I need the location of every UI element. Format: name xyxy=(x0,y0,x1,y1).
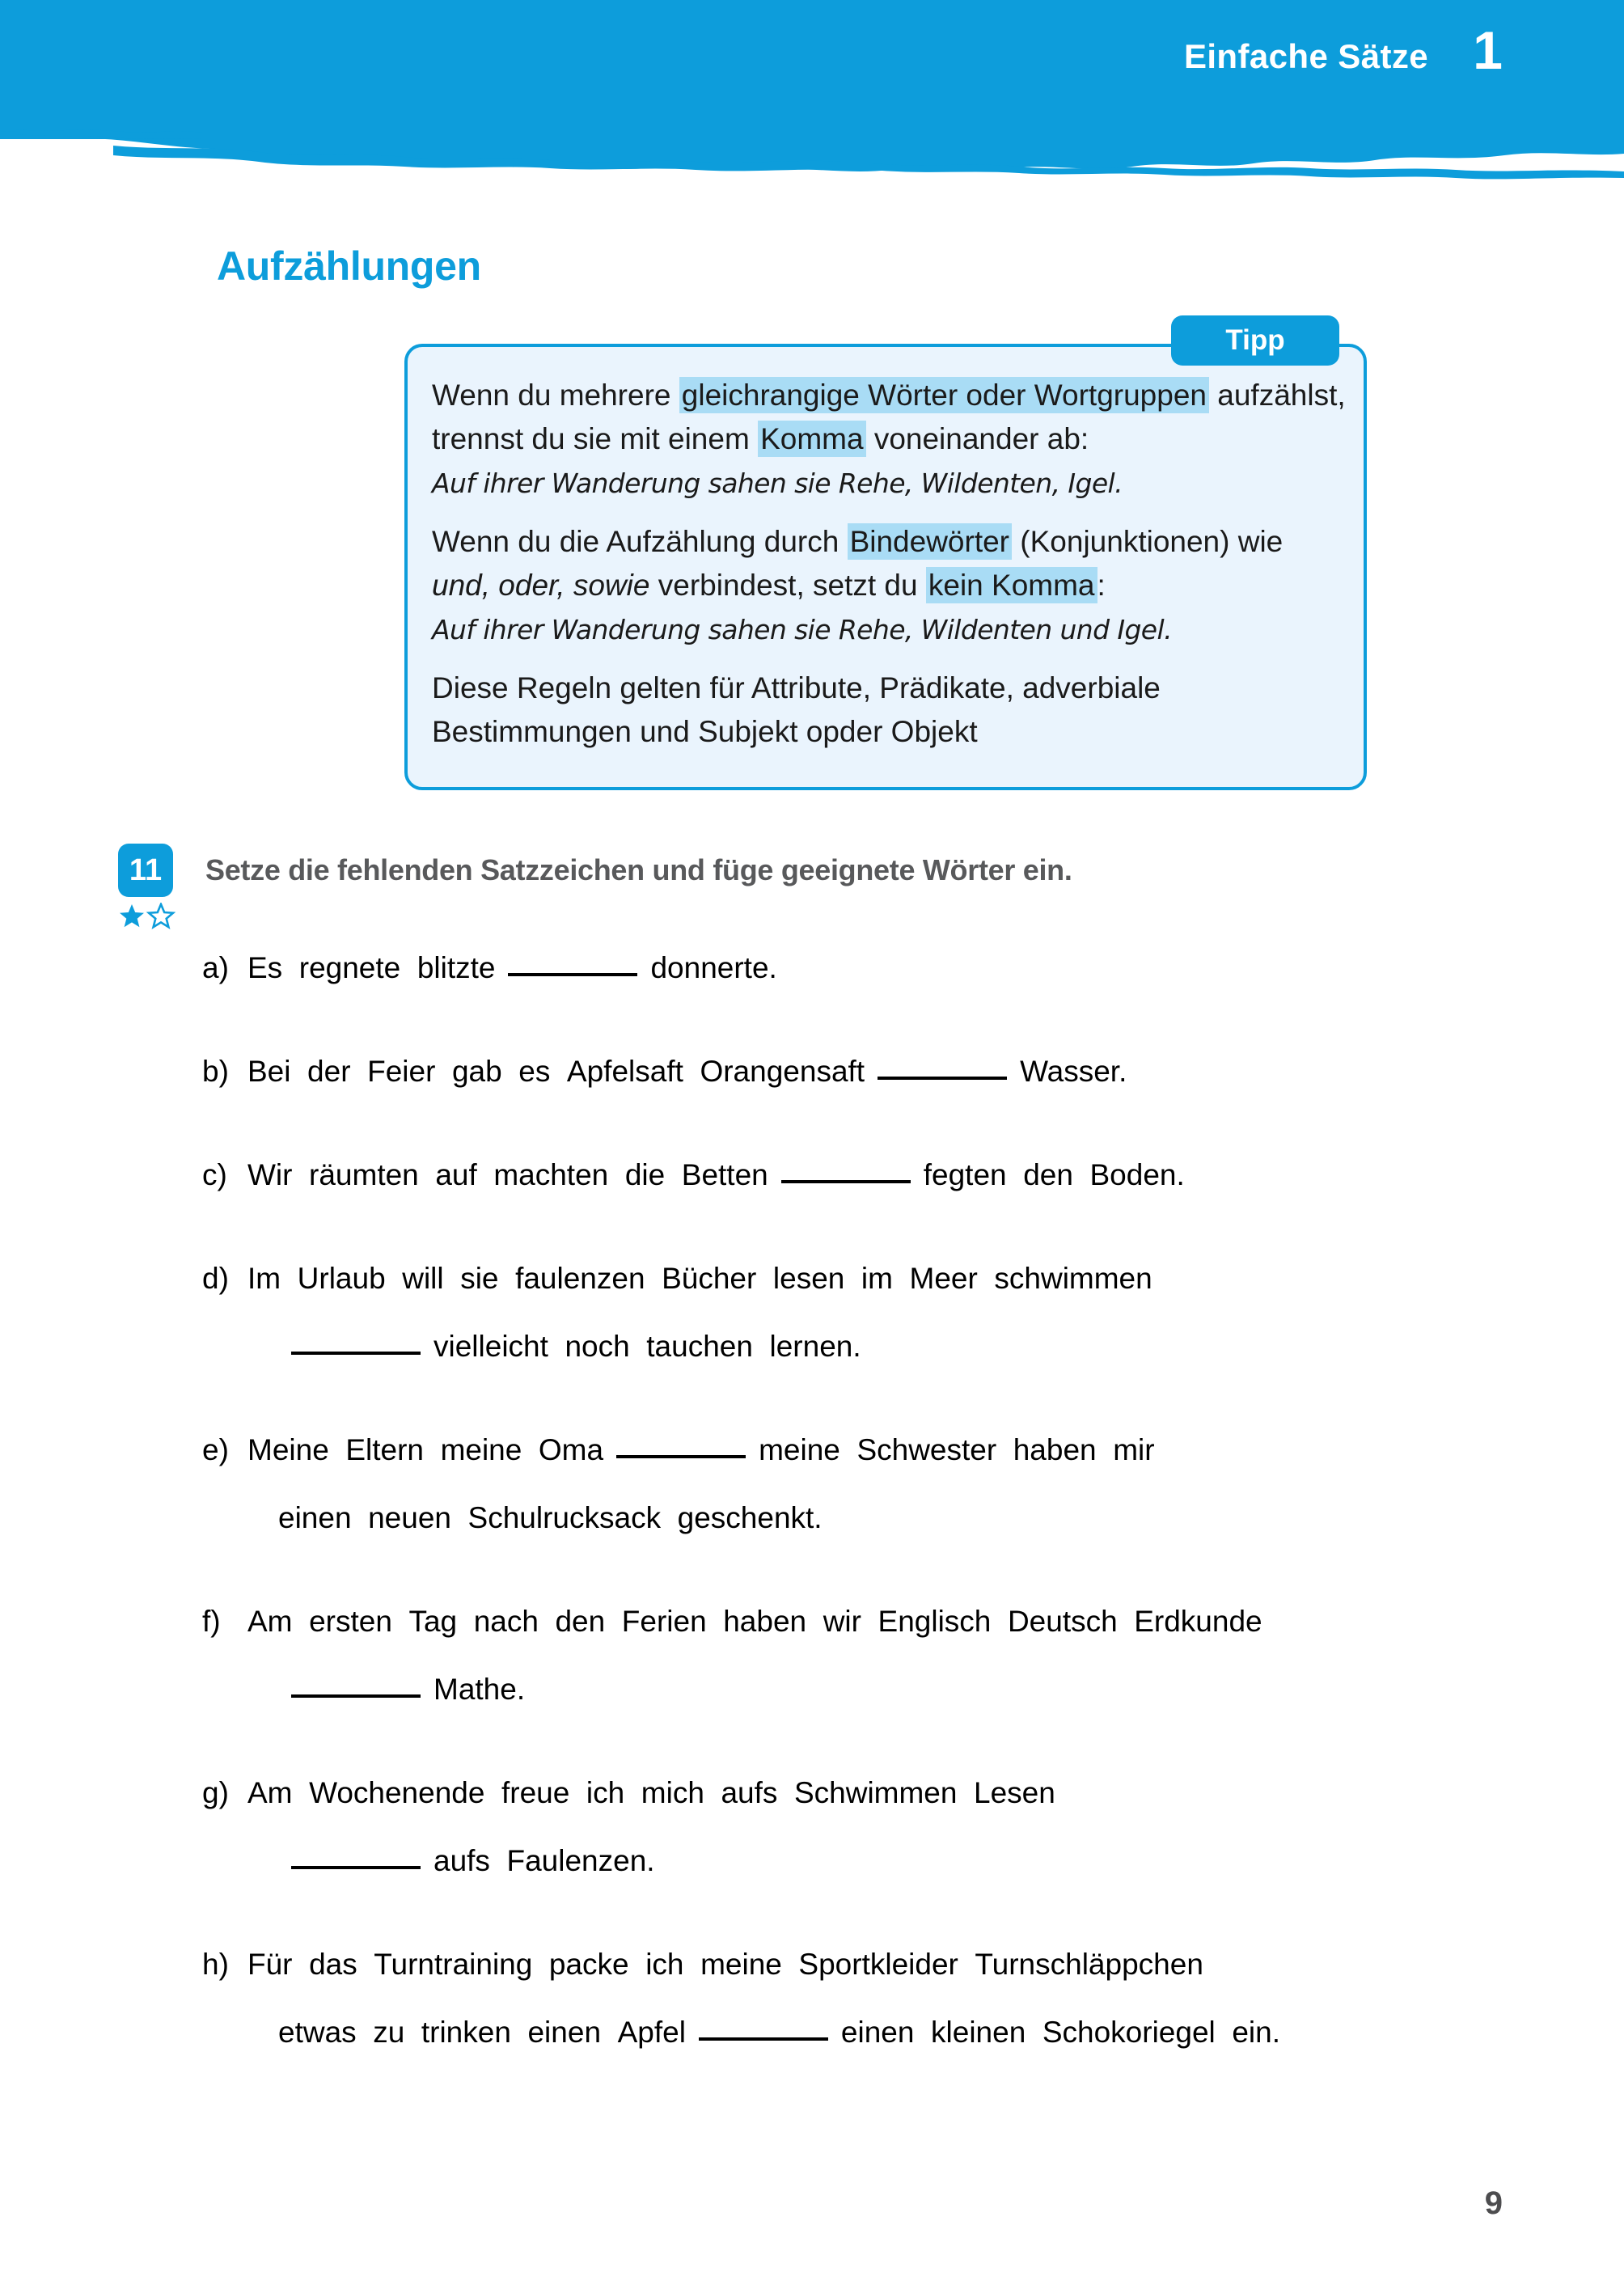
exercise-word: Bücher xyxy=(662,1262,757,1295)
exercise-item-line xyxy=(202,1931,1432,1999)
exercise-word: auf xyxy=(435,1158,477,1191)
exercise-item-text xyxy=(247,934,777,1002)
exercise-word: ich xyxy=(586,1776,625,1809)
exercise-item-text xyxy=(247,1588,1262,1656)
exercise-word: Deutsch xyxy=(1007,1605,1118,1638)
exercise-word: Meer xyxy=(909,1262,978,1295)
exercise-word: im xyxy=(861,1262,893,1295)
tip-text: Wenn du mehrere xyxy=(432,379,679,412)
exercise-item-line xyxy=(202,1416,1432,1484)
exercise-item-line xyxy=(202,1759,1432,1827)
exercise-word: Englisch xyxy=(878,1605,992,1638)
answer-blank[interactable] xyxy=(878,1047,1007,1080)
exercise-item-text xyxy=(247,1141,1185,1209)
exercise-word: geschenkt. xyxy=(677,1501,823,1534)
exercise-items-list xyxy=(202,934,1432,2102)
exercise-item-text xyxy=(278,1827,655,1895)
exercise-word: Tag xyxy=(408,1605,458,1638)
exercise-item-text xyxy=(247,1931,1203,1999)
exercise-word: Schokoriegel xyxy=(1042,2016,1216,2049)
exercise-word: Mathe. xyxy=(433,1673,526,1706)
exercise-item-line xyxy=(202,1656,1432,1724)
exercise-word: den xyxy=(1023,1158,1073,1191)
exercise-word: räumten xyxy=(309,1158,419,1191)
exercise-item xyxy=(202,1416,1432,1552)
exercise-word: Oma xyxy=(538,1433,604,1466)
exercise-item-label: a) xyxy=(202,951,229,984)
tip-badge: Tipp xyxy=(1171,315,1339,366)
exercise-word: Wir xyxy=(247,1158,293,1191)
exercise-word: einen xyxy=(840,2016,915,2049)
exercise-word: blitzte xyxy=(417,951,496,984)
highlighted-term: Komma xyxy=(758,421,865,457)
answer-blank[interactable] xyxy=(781,1151,911,1183)
exercise-word: Apfelsaft xyxy=(566,1055,683,1088)
exercise-word: Am xyxy=(247,1776,293,1809)
exercise-word: aufs xyxy=(721,1776,778,1809)
exercise-word: Urlaub xyxy=(297,1262,386,1295)
answer-blank[interactable] xyxy=(291,1837,421,1869)
exercise-item xyxy=(202,1588,1432,1724)
exercise-item xyxy=(202,1141,1432,1209)
tip-text: Wenn du die Aufzählung durch xyxy=(432,525,848,558)
exercise-item-text xyxy=(247,1759,1055,1827)
tip-example-sentence: Auf ihrer Wanderung sahen sie Rehe, Wildenten und Igel. xyxy=(432,614,1172,645)
exercise-item xyxy=(202,934,1432,1002)
exercise-word: meine xyxy=(440,1433,522,1466)
exercise-word: Bei xyxy=(247,1055,291,1088)
exercise-word: ich xyxy=(645,1948,684,1981)
exercise-word: Wochenende xyxy=(309,1776,485,1809)
exercise-word: Für xyxy=(247,1948,293,1981)
exercise-item xyxy=(202,1931,1432,2067)
exercise-word: Boden. xyxy=(1089,1158,1185,1191)
exercise-item-label: g) xyxy=(202,1776,229,1809)
tip-text: : xyxy=(1097,569,1106,602)
exercise-word: Feier xyxy=(367,1055,436,1088)
exercise-item-line xyxy=(202,1313,1432,1381)
exercise-item-label: h) xyxy=(202,1948,229,1981)
tip-box-content xyxy=(432,374,1346,754)
exercise-item-line xyxy=(202,1245,1432,1313)
exercise-word: nach xyxy=(473,1605,539,1638)
exercise-word: ersten xyxy=(309,1605,392,1638)
exercise-word: einen xyxy=(278,1501,352,1534)
exercise-word: die xyxy=(624,1158,666,1191)
exercise-item-line xyxy=(202,1999,1432,2067)
exercise-item-text xyxy=(278,1656,525,1724)
exercise-item-text xyxy=(278,1313,861,1381)
tip-text: aufzählst, trennst du sie mit einem xyxy=(432,379,1346,455)
exercise-item-line xyxy=(202,1038,1432,1106)
exercise-item xyxy=(202,1038,1432,1106)
exercise-word: tauchen xyxy=(646,1330,753,1363)
exercise-number-badge: 11 xyxy=(118,844,173,897)
exercise-word: Ferien xyxy=(621,1605,707,1638)
exercise-item xyxy=(202,1245,1432,1381)
page-header-title: Einfache Sätze xyxy=(1183,37,1428,75)
exercise-word: schwimmen xyxy=(994,1262,1152,1295)
exercise-word: Lesen xyxy=(974,1776,1055,1809)
exercise-item-text xyxy=(247,1245,1152,1313)
exercise-word: Im xyxy=(247,1262,281,1295)
exercise-word: regnete xyxy=(298,951,401,984)
exercise-word: lesen xyxy=(772,1262,845,1295)
exercise-word: fegten xyxy=(923,1158,1007,1191)
exercise-word: Wasser. xyxy=(1020,1055,1127,1088)
exercise-word: Sportkleider xyxy=(798,1948,958,1981)
section-title: Aufzählungen xyxy=(217,243,481,289)
exercise-word: noch xyxy=(565,1330,630,1363)
exercise-word: Schwimmen xyxy=(793,1776,958,1809)
exercise-word: packe xyxy=(548,1948,629,1981)
exercise-word: Schulrucksack xyxy=(467,1501,662,1534)
exercise-word: Es xyxy=(247,951,283,984)
exercise-word: mich xyxy=(641,1776,704,1809)
tip-text: voneinander ab: xyxy=(865,422,1089,455)
exercise-word: Schwester xyxy=(856,1433,997,1466)
tip-text: verbindest, setzt du xyxy=(649,569,926,602)
chapter-number: 1 xyxy=(1473,20,1503,80)
exercise-word: lernen. xyxy=(769,1330,861,1363)
exercise-item-line xyxy=(202,1827,1432,1895)
difficulty-stars xyxy=(119,903,176,930)
star-outline-icon xyxy=(149,904,173,927)
exercise-item-line xyxy=(202,1141,1432,1209)
exercise-word: trinken xyxy=(421,2016,511,2049)
exercise-word: vielleicht xyxy=(433,1330,548,1363)
exercise-word: haben xyxy=(723,1605,807,1638)
exercise-word: Am xyxy=(247,1605,293,1638)
answer-blank[interactable] xyxy=(508,944,637,976)
exercise-word: sie xyxy=(460,1262,499,1295)
exercise-word: es xyxy=(518,1055,551,1088)
answer-blank[interactable] xyxy=(699,2008,828,2041)
exercise-word: Betten xyxy=(681,1158,768,1191)
tip-paragraph xyxy=(432,666,1346,754)
exercise-item-label: e) xyxy=(202,1433,229,1466)
exercise-word: Eltern xyxy=(345,1433,424,1466)
exercise-item-line xyxy=(202,934,1432,1002)
exercise-word: einen xyxy=(527,2016,602,2049)
exercise-word: ein. xyxy=(1232,2016,1280,2049)
highlighted-term: kein Komma xyxy=(926,567,1097,603)
exercise-word: machten xyxy=(493,1158,609,1191)
star-filled-icon xyxy=(120,904,144,927)
exercise-word: meine xyxy=(759,1433,840,1466)
exercise-item-text xyxy=(247,1038,1127,1106)
exercise-word: wir xyxy=(823,1605,861,1638)
exercise-item-label: d) xyxy=(202,1262,229,1295)
exercise-item-text xyxy=(247,1416,1155,1484)
exercise-item-label: b) xyxy=(202,1055,229,1088)
exercise-word: haben xyxy=(1013,1433,1097,1466)
tip-paragraph xyxy=(432,520,1346,652)
italic-term: und, oder, sowie xyxy=(432,569,650,602)
exercise-word: gab xyxy=(451,1055,502,1088)
exercise-word: kleinen xyxy=(931,2016,1026,2049)
exercise-word: Faulenzen. xyxy=(506,1844,655,1877)
exercise-word: Erdkunde xyxy=(1134,1605,1262,1638)
exercise-item-label: c) xyxy=(202,1158,227,1191)
exercise-word: zu xyxy=(373,2016,405,2049)
exercise-item xyxy=(202,1759,1432,1895)
exercise-item-line xyxy=(202,1588,1432,1656)
exercise-item-text xyxy=(278,1999,1280,2067)
exercise-word: Apfel xyxy=(617,2016,686,2049)
exercise-item-line xyxy=(202,1484,1432,1552)
exercise-word: der xyxy=(307,1055,351,1088)
exercise-word: das xyxy=(309,1948,357,1981)
answer-blank[interactable] xyxy=(616,1426,746,1458)
answer-blank[interactable] xyxy=(291,1322,421,1355)
exercise-item-text xyxy=(278,1484,823,1552)
exercise-word: mir xyxy=(1113,1433,1155,1466)
exercise-word: Turnschläppchen xyxy=(975,1948,1203,1981)
exercise-word: will xyxy=(402,1262,444,1295)
exercise-word: freue xyxy=(501,1776,570,1809)
exercise-word: Meine xyxy=(247,1433,329,1466)
exercise-word: faulenzen xyxy=(515,1262,645,1295)
answer-blank[interactable] xyxy=(291,1665,421,1698)
tip-paragraph xyxy=(432,374,1346,506)
exercise-word: aufs xyxy=(433,1844,490,1877)
exercise-word: meine xyxy=(700,1948,782,1981)
exercise-word: Turntraining xyxy=(374,1948,533,1981)
exercise-item-label: f) xyxy=(202,1605,221,1638)
highlighted-term: gleichrangige Wörter oder Wortgruppen xyxy=(679,377,1209,413)
tip-text: Diese Regeln gelten für Attribute, Prädikate, adverbiale Bestimmungen und Subjekt opder Objekt xyxy=(432,671,1161,748)
tip-example-sentence: Auf ihrer Wanderung sahen sie Rehe, Wildenten, Igel. xyxy=(432,467,1123,499)
exercise-word: neuen xyxy=(368,1501,451,1534)
exercise-word: Orangensaft xyxy=(700,1055,865,1088)
exercise-word: etwas xyxy=(278,2016,357,2049)
exercise-instruction: Setze die fehlenden Satzzeichen und füge geeignete Wörter ein. xyxy=(205,853,1072,886)
highlighted-term: Bindewörter xyxy=(848,523,1012,560)
tip-text: (Konjunktionen) wie xyxy=(1012,525,1284,558)
page-number: 9 xyxy=(1484,2185,1503,2221)
exercise-word: den xyxy=(555,1605,606,1638)
exercise-word: donnerte. xyxy=(650,951,777,984)
